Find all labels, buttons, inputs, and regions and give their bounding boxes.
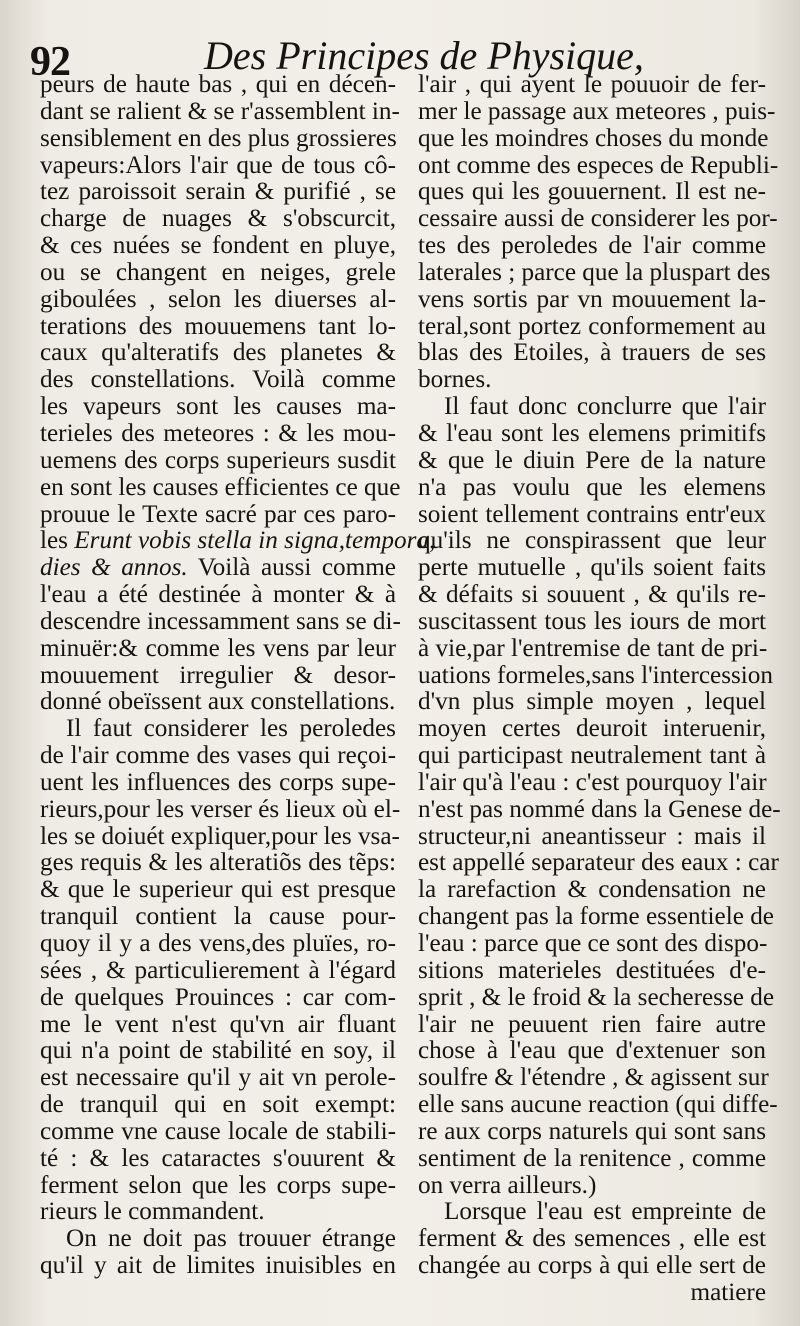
text-line: tranquil contient la cause pour-	[40, 903, 396, 931]
text-line: l'air qu'à l'eau : c'est pourquoy l'air	[418, 768, 767, 796]
text-line: ont comme des especes de Republi-	[418, 151, 779, 179]
right-column	[418, 71, 781, 1307]
text-line: chose à l'eau que d'extenuer son	[418, 1037, 766, 1065]
text-line: n'a pas voulu que les elemens	[418, 473, 766, 501]
text-line: ferment & des semences , elle est	[418, 1225, 766, 1253]
text-line: re aux corps naturels qui sont sans	[418, 1117, 766, 1145]
text-line: qui participast neutralement tant à	[418, 742, 766, 770]
text-line: tez paroissoit serain & purifié , se	[40, 178, 396, 206]
text-line: qu'il y ait de limites inuisibles en	[40, 1252, 396, 1280]
text-line: & l'eau sont les elemens primitifs	[418, 419, 766, 447]
text-line: à vie,par l'entremise de tant de pri-	[418, 634, 768, 662]
paragraph-start: Il faut donc conclurre que l'air	[444, 393, 766, 421]
text-line: prouue le Texte sacré par ces paro-	[40, 500, 396, 528]
text-line: de tranquil qui en soit exempt:	[40, 1091, 396, 1119]
text-line: sentiment de la renitence , comme	[418, 1144, 766, 1172]
text-line: moyen certes deuroit interuenir,	[418, 715, 766, 743]
text-line: sensiblement en des plus grossieres	[40, 124, 397, 152]
text-line: peurs de haute bas , qui en décen-	[40, 71, 396, 98]
text-line: des constellations. Voilà comme	[40, 366, 396, 394]
text-line: est appellé separateur des eaux : car	[418, 849, 779, 877]
text-line: & que le superieur qui est presque	[40, 876, 396, 904]
text-line: uations formeles,sans l'intercession	[418, 661, 773, 689]
text-line: vens sortis par vn mouuement la-	[418, 285, 766, 313]
text-line: & que le diuin Pere de la nature	[418, 446, 766, 474]
text-line: n'est pas nommé dans la Genese de-	[418, 795, 781, 823]
text-line: soulfre & l'étendre , & agissent sur	[418, 1064, 769, 1092]
page-number: 92	[30, 39, 70, 85]
text-line: sitions materieles destituées d'e-	[418, 956, 766, 984]
text-line: ou se changent en neiges, grele	[40, 258, 396, 286]
running-title: Des Principes de Physique,	[204, 33, 644, 78]
text-line: suscitassent tous les iours de mort	[418, 607, 766, 635]
text-line: mouuement irregulier & desor-	[40, 661, 396, 689]
catchword: matiere	[690, 1278, 766, 1306]
text-line: dant se ralient & se r'assemblent in-	[40, 97, 400, 125]
text-line: ferment selon que les corps supe-	[40, 1171, 396, 1199]
text-line-latin-quote: les Erunt vobis stella in signa,tempora,	[40, 527, 436, 555]
text-line: té : & les cataractes s'ouurent &	[40, 1144, 396, 1172]
text-line: changent pas la forme essentiele de	[418, 903, 774, 931]
text-line: giboulées , selon les diuerses al-	[40, 285, 396, 313]
text-line: structeur,ni aneantisseur : mais il	[418, 822, 766, 850]
text-line: cessaire aussi de considerer les por-	[418, 205, 778, 233]
text-line: l'air , qui ayent le pouuoir de fer-	[418, 71, 766, 98]
text-line: comme vne cause locale de stabili-	[40, 1117, 396, 1145]
text-line: & défaits si souuent , & qu'ils re-	[418, 581, 766, 609]
text-line: sées , & particulierement à l'égard	[40, 956, 396, 984]
text-line: terieles des meteores : & les mou-	[40, 419, 396, 447]
text-line: qu'ils ne conspirassent que leur	[418, 527, 766, 555]
paragraph-start: Il faut considerer les peroledes	[66, 715, 396, 743]
text-line: bornes.	[418, 366, 492, 394]
text-line: donné obeïssent aux constellations.	[40, 688, 396, 716]
text-line: est necessaire qu'il y ait vn perole-	[40, 1064, 396, 1092]
text-line: laterales ; parce que la pluspart des	[418, 258, 771, 286]
text-line: mer le passage aux meteores , puis-	[418, 97, 776, 125]
text-line: ges requis & les alteratiõs des tẽps:	[40, 849, 396, 877]
text-line: me le vent n'est qu'vn air fluant	[40, 1010, 396, 1038]
text-line: & ces nuées se fondent en pluye,	[40, 232, 396, 260]
text-line: terations des mouuemens tant lo-	[40, 312, 396, 340]
text-line: descendre incessamment sans se di-	[40, 607, 401, 635]
text-line: d'vn plus simple moyen , lequel	[418, 688, 766, 716]
text-line: les vapeurs sont les causes ma-	[40, 393, 396, 421]
text-line: que les moindres choses du monde	[418, 124, 769, 152]
text-line: teral,sont portez conformement au	[418, 312, 766, 340]
text-line: ques qui les gouuernent. Il est ne-	[418, 178, 766, 206]
left-column	[40, 71, 436, 1280]
text-line: rieurs le commandent.	[40, 1198, 265, 1226]
text-line: perte mutuelle , qu'ils soient faits	[418, 554, 766, 582]
text-line: l'air ne peuuent rien faire autre	[418, 1010, 766, 1038]
text-line: soient tellement contrains entr'eux	[418, 500, 766, 528]
text-line-latin-quote: dies & annos. Voilà aussi comme	[40, 554, 396, 582]
text-line: uent les influences des corps supe-	[40, 768, 396, 796]
text-line: elle sans aucune reaction (qui diffe-	[418, 1091, 778, 1119]
text-line: charge de nuages & s'obscurcit,	[40, 205, 396, 233]
paragraph-start: Lorsque l'eau est empreinte de	[444, 1198, 766, 1226]
text-line: caux qu'alteratifs des planetes &	[40, 339, 396, 367]
text-line: blas des Etoiles, à trauers de ses	[418, 339, 766, 367]
text-line: l'eau a été destinée à monter & à	[40, 581, 396, 609]
text-line: la rarefaction & condensation ne	[418, 876, 766, 904]
text-line: vapeurs:Alors l'air que de tous cô-	[40, 151, 396, 179]
text-line: on verra ailleurs.)	[418, 1171, 597, 1199]
text-line: de quelques Prouinces : car com-	[40, 983, 396, 1011]
text-line: rieurs,pour les verser és lieux où el-	[40, 795, 401, 823]
text-line: quoy il y a des vens,des pluïes, ro-	[40, 930, 396, 957]
text-line: de l'air comme des vases qui reçoi-	[40, 742, 396, 770]
text-line: minuër:& comme les vens par leur	[40, 634, 396, 662]
text-line: en sont les causes efficientes ce que	[40, 473, 401, 501]
text-line: l'eau : parce que ce sont des dispo-	[418, 930, 768, 957]
text-line: uemens des corps superieurs susdit	[40, 446, 396, 474]
text-line: sprit , & le froid & la secheresse de	[418, 983, 775, 1011]
paragraph-start: On ne doit pas trouuer étrange	[66, 1225, 396, 1253]
text-line: tes des peroledes de l'air comme	[418, 232, 766, 260]
text-line: qui n'a point de stabilité en soy, il	[40, 1037, 396, 1065]
text-line: les se doiuét expliquer,pour les vsa-	[40, 822, 400, 850]
text-line: changée au corps à qui elle sert de	[418, 1252, 766, 1280]
